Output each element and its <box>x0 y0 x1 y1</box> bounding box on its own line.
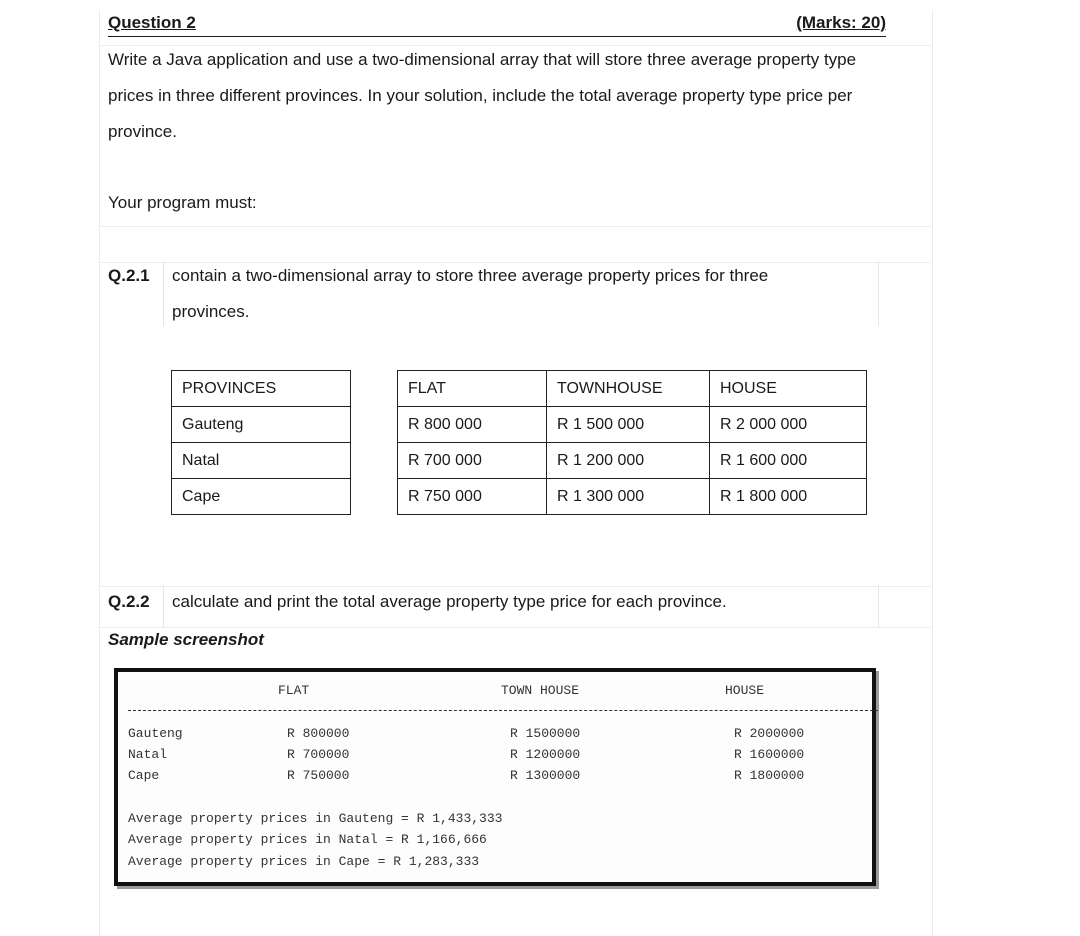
price-cell: R 1 200 000 <box>547 443 710 479</box>
console-value: R 750000 <box>287 768 350 783</box>
console-value: R 1200000 <box>510 747 581 762</box>
province-cell: Gauteng <box>172 407 351 443</box>
table-row <box>172 407 867 443</box>
price-cell: R 1 300 000 <box>547 479 710 515</box>
program-must-label: Your program must: <box>108 193 257 212</box>
province-cell: Natal <box>172 443 351 479</box>
price-cell: R 1 500 000 <box>547 407 710 443</box>
console-value: R 1500000 <box>510 726 581 741</box>
sample-screenshot-heading: Sample screenshot <box>108 630 264 649</box>
console-value: R 2000000 <box>734 726 805 741</box>
console-header-flat: FLAT <box>278 683 310 698</box>
subquestion-number: Q.2.2 <box>108 592 150 611</box>
console-value: R 1300000 <box>510 768 581 783</box>
price-cell: R 800 000 <box>398 407 547 443</box>
divider <box>99 45 931 46</box>
console-header-house: HOUSE <box>725 683 765 698</box>
divider <box>99 262 931 263</box>
table-row <box>172 443 867 479</box>
console-province: Cape <box>128 768 160 783</box>
console-province: Natal <box>128 747 168 762</box>
console-screenshot <box>114 668 876 886</box>
price-cell: R 750 000 <box>398 479 547 515</box>
divider <box>878 262 879 326</box>
table-header-row <box>172 371 867 407</box>
question-header <box>108 12 886 37</box>
console-average-line: Average property prices in Natal = R 1,166,666 <box>128 832 487 847</box>
console-province: Gauteng <box>128 726 183 741</box>
console-value: R 1800000 <box>734 768 805 783</box>
header-flat: FLAT <box>398 371 547 407</box>
header-house: HOUSE <box>710 371 867 407</box>
console-value: R 800000 <box>287 726 350 741</box>
divider <box>99 226 931 227</box>
intro-line-2: prices in three different provinces. In your solution, include the total average property type price per <box>108 86 853 105</box>
divider <box>878 586 879 627</box>
question-title: Question 2 <box>108 13 196 32</box>
console-separator <box>128 710 878 711</box>
table-spacer <box>351 443 398 479</box>
subquestion-text-line: contain a two-dimensional array to store three average property prices for three <box>172 266 769 285</box>
divider <box>163 262 164 326</box>
divider <box>163 586 164 627</box>
table-row <box>172 479 867 515</box>
header-townhouse: TOWNHOUSE <box>547 371 710 407</box>
header-provinces: PROVINCES <box>172 371 351 407</box>
subquestion-text-line: calculate and print the total average property type price for each province. <box>172 592 727 611</box>
price-cell: R 1 800 000 <box>710 479 867 515</box>
console-header-townhouse: TOWN HOUSE <box>501 683 580 698</box>
table-spacer <box>351 407 398 443</box>
price-cell: R 2 000 000 <box>710 407 867 443</box>
table-spacer <box>351 371 398 407</box>
console-average-line: Average property prices in Gauteng = R 1,433,333 <box>128 811 503 826</box>
console-value: R 1600000 <box>734 747 805 762</box>
subquestion-number: Q.2.1 <box>108 266 150 285</box>
price-cell: R 1 600 000 <box>710 443 867 479</box>
divider <box>99 627 931 628</box>
province-cell: Cape <box>172 479 351 515</box>
price-table <box>171 370 867 515</box>
divider <box>99 586 931 587</box>
intro-line-1: Write a Java application and use a two-dimensional array that will store three average property type <box>108 50 857 69</box>
console-average-line: Average property prices in Cape = R 1,283,333 <box>128 854 480 869</box>
subquestion-text-line: provinces. <box>172 302 250 321</box>
intro-line-3: province. <box>108 122 177 141</box>
question-marks: (Marks: 20) <box>796 13 886 32</box>
price-cell: R 700 000 <box>398 443 547 479</box>
table-spacer <box>351 479 398 515</box>
console-value: R 700000 <box>287 747 350 762</box>
